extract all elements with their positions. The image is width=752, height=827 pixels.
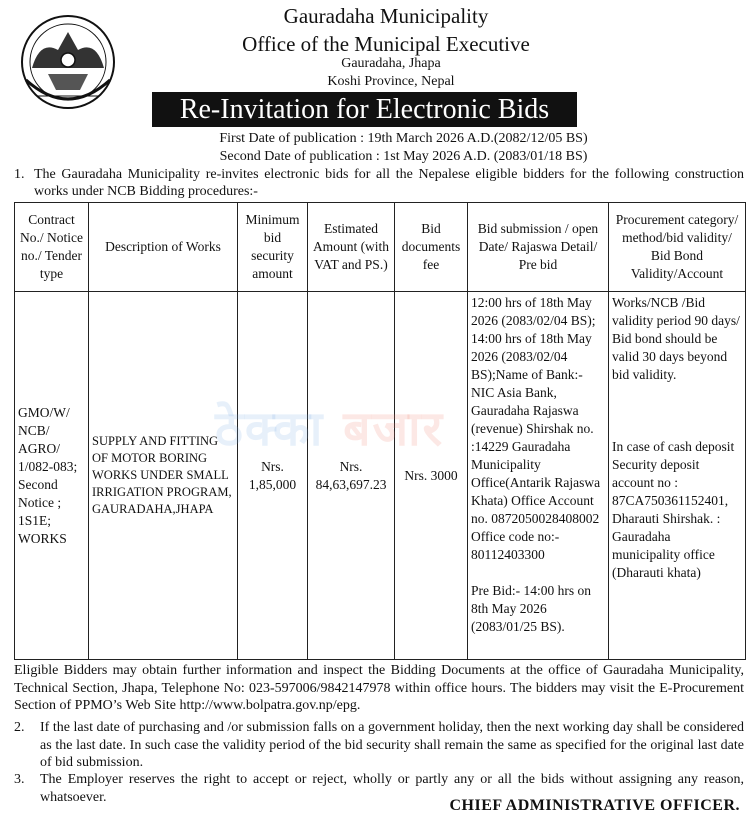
clause-text: The Employer reserves the right to accept or reject, wholly or partly any or all the bids without assigning any reason, whatsoever. bbox=[40, 772, 744, 805]
column-header: Estimated Amount (with VAT and PS.) bbox=[308, 203, 395, 292]
column-header: Bid documents fee bbox=[395, 203, 468, 292]
clause-number: 2. bbox=[14, 720, 25, 735]
address-line: Koshi Province, Nepal bbox=[327, 74, 455, 89]
column-header: Bid submission / open Date/ Rajaswa Detail/ Pre bid bbox=[468, 203, 609, 292]
prebid-details: Pre Bid:- 14:00 hrs on 8th May 2026 (2083/01/25 BS). bbox=[471, 583, 591, 634]
procurement-details: Works/NCB /Bid validity period 90 days/ Bid bond should be valid 30 days beyond bid validity. bbox=[612, 295, 740, 382]
column-header: Contract No./ Notice no./ Tender type bbox=[15, 203, 89, 292]
contract-number-cell: GMO/W/ NCB/ AGRO/ 1/082-083; Second Notice ; 1S1E; WORKS bbox=[15, 292, 89, 660]
column-header: Procurement category/ method/bid validity/ Bid Bond Validity/Account bbox=[609, 203, 746, 292]
watermark-text: ठेक्का bbox=[215, 401, 325, 457]
first-publication-date: First Date of publication : 19th March 2026 A.D.(2082/12/05 BS) bbox=[219, 131, 588, 146]
procurement-details-cell bbox=[609, 292, 746, 660]
submission-details: 12:00 hrs of 18th May 2026 (2083/02/04 BS); 14:00 hrs of 18th May 2026 (2083/02/04 BS);Name of Bank:- NIC Asia Bank, Gauradaha Rajaswa (revenue) Shirshak no. :14229 Gauradaha Municipality Office(Antarik Rajaswa Khata) Office Account no. 0872050028408002 Office code no:- 80112403300 bbox=[471, 295, 601, 562]
description-cell: SUPPLY AND FITTING OF MOTOR BORING WORKS UNDER SMALL IRRIGATION PROGRAM, GAURADAHA,JHAPA bbox=[89, 292, 238, 660]
second-publication-date: Second Date of publication : 1st May 2026 A.D. (2083/01/18 BS) bbox=[219, 149, 588, 164]
municipality-name: Gauradaha Municipality bbox=[283, 4, 489, 28]
column-header: Description of Works bbox=[89, 203, 238, 292]
estimated-amount-cell: Nrs. 84,63,697.23 bbox=[308, 292, 395, 660]
notice-header bbox=[0, 0, 752, 172]
intro-clause bbox=[14, 166, 744, 200]
table-header-row bbox=[15, 203, 746, 292]
deposit-account-details: In case of cash deposit Security deposit account no : 87CA750361152401, Dharauti Shirshak. : Gauradaha municipality office (Dharauti khata) bbox=[612, 439, 735, 580]
signatory-title: CHIEF ADMINISTRATIVE OFFICER. bbox=[449, 797, 740, 814]
info-paragraph: Eligible Bidders may obtain further information and inspect the Bidding Documents at the office of Gauradaha Municipality, Technical Section, Jhapa, Telephone No: 023-597006/9842147978 within office hours. The bidders may visit the E-Procurement Section of PPMO’s Web Site http://www.bolpatra.gov.np/epg. bbox=[14, 663, 744, 713]
address-line: Gauradaha, Jhapa bbox=[341, 56, 441, 71]
intro-text: The Gauradaha Municipality re-invites electronic bids for all the Nepalese eligible bidders for the following construction works under NCB Bidding procedures:- bbox=[34, 167, 744, 199]
table-row bbox=[15, 292, 746, 660]
submission-details-cell bbox=[468, 292, 609, 660]
watermark-text: बजार bbox=[343, 401, 445, 457]
clause-number: 1. bbox=[14, 167, 25, 182]
notice-title: Re-Invitation for Electronic Bids bbox=[152, 92, 577, 127]
watermark bbox=[215, 395, 444, 460]
column-header: Minimum bid security amount bbox=[238, 203, 308, 292]
clause-2 bbox=[14, 719, 744, 772]
clause-number: 3. bbox=[14, 772, 25, 787]
office-name: Office of the Municipal Executive bbox=[242, 32, 530, 56]
bid-security-cell: Nrs. 1,85,000 bbox=[238, 292, 308, 660]
clause-text: If the last date of purchasing and /or submission falls on a government holiday, then the next working day shall be considered as the last date. In such case the validity period of the bid security shall remain the same as specified for the original last date of bid submission. bbox=[40, 720, 744, 770]
document-fee-cell: Nrs. 3000 bbox=[395, 292, 468, 660]
